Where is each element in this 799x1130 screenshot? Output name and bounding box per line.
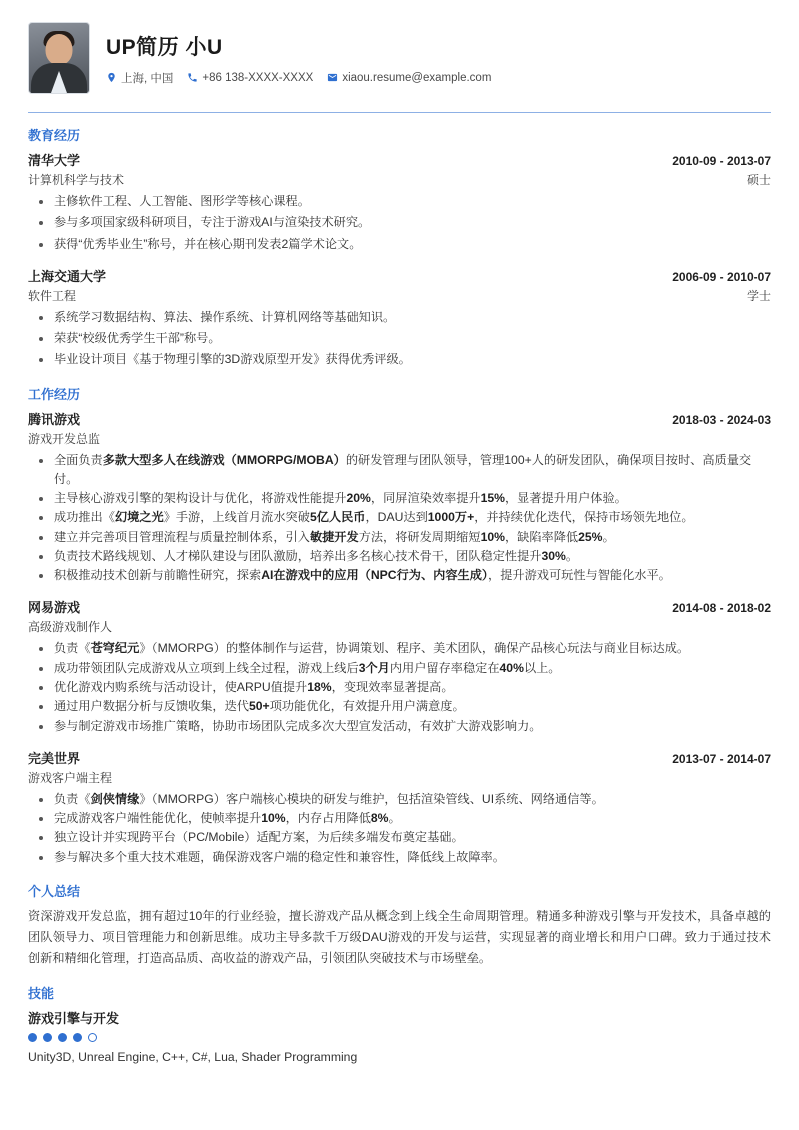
- education-school: 上海交通大学: [28, 268, 107, 284]
- header-info: [106, 31, 771, 86]
- work-role: 游戏开发总监: [28, 431, 101, 446]
- education-degree: 学士: [746, 288, 771, 303]
- list-item: 荣获“校级优秀学生干部”称号。: [28, 329, 771, 348]
- work-entry: [28, 748, 771, 867]
- contact-list: [106, 70, 771, 86]
- work-bullets: [28, 639, 771, 735]
- list-item: 优化游戏内购系统与活动设计，使ARPU值提升18%，变现效率显著提高。: [28, 678, 771, 697]
- list-item: 获得“优秀毕业生”称号，并在核心期刊发表2篇学术论文。: [28, 235, 771, 254]
- section-title-skills: 技能: [28, 985, 55, 1001]
- skill-dot: [88, 1033, 97, 1042]
- list-item: 通过用户数据分析与反馈收集，迭代50+项功能优化，有效提升用户满意度。: [28, 697, 771, 716]
- list-item: 成功带领团队完成游戏从立项到上线全过程，游戏上线后3个月内用户留存率稳定在40%以上。: [28, 659, 771, 678]
- work-company: 腾讯游戏: [28, 411, 81, 427]
- skill-group: [28, 1008, 771, 1064]
- list-item: 成功推出《幻境之光》手游，上线首月流水突破5亿人民币，DAU达到1000万+，并持续优化迭代，保持市场领先地位。: [28, 508, 771, 527]
- education-entry: [28, 150, 771, 254]
- education-entry: [28, 266, 771, 370]
- work-company: 完美世界: [28, 750, 81, 766]
- list-item: 全面负责多款大型多人在线游戏（MMORPG/MOBA）的研发管理与团队领导，管理100+人的研发团队，确保项目按时、高质量交付。: [28, 451, 771, 490]
- work-entry: [28, 409, 771, 586]
- contact-phone-text: +86 138-XXXX-XXXX: [202, 71, 314, 84]
- section-title-summary: 个人总结: [28, 883, 81, 899]
- location-icon: [106, 72, 117, 83]
- section-title-education: 教育经历: [28, 128, 81, 143]
- skill-level-dots: [28, 1033, 771, 1042]
- summary-text: 资深游戏开发总监，拥有超过10年的行业经验，擅长游戏产品从概念到上线全生命周期管理。精通多种游戏引擎与开发技术，具备卓越的团队领导力、项目管理能力和创新思维。成功主导多款千万级DAU游戏的开发与运营，实现显著的商业增长和用户口碑。致力于通过技术创新和精细化管理，打造高品质、高收益的游戏产品，引领团队突破技术与市场壁垒。: [28, 908, 771, 965]
- section-education: [28, 125, 771, 370]
- contact-phone: [187, 72, 313, 84]
- header-divider: [28, 112, 771, 113]
- work-role: 游戏客户端主程: [28, 770, 113, 785]
- list-item: 参与制定游戏市场推广策略，协助市场团队完成多次大型宣发活动，有效扩大游戏影响力。: [28, 717, 771, 736]
- skill-dot: [43, 1033, 52, 1042]
- education-date: 2006-09 - 2010-07: [672, 269, 771, 284]
- skill-dot: [28, 1033, 37, 1042]
- section-title-work: 工作经历: [28, 386, 81, 402]
- list-item: 主导核心游戏引擎的架构设计与优化，将游戏性能提升20%，同屏渲染效率提升15%，显著提升用户体验。: [28, 489, 771, 508]
- list-item: 积极推动技术创新与前瞻性研究，探索AI在游戏中的应用（NPC行为、内容生成），提升游戏可玩性与智能化水平。: [28, 566, 771, 585]
- skill-dot: [58, 1033, 67, 1042]
- list-item: 负责《苍穹纪元》（MMORPG）的整体制作与运营，协调策划、程序、美术团队，确保产品核心玩法与商业目标达成。: [28, 639, 771, 658]
- work-role: 高级游戏制作人: [28, 620, 113, 635]
- contact-email-text: xiaou.resume@example.com: [342, 71, 492, 84]
- list-item: 系统学习数据结构、算法、操作系统、计算机网络等基础知识。: [28, 308, 771, 327]
- education-school: 清华大学: [28, 153, 81, 168]
- list-item: 建立并完善项目管理流程与质量控制体系，引入敏捷开发方法，将研发周期缩短10%，缺陷率降低25%。: [28, 528, 771, 547]
- education-date: 2010-09 - 2013-07: [672, 154, 771, 168]
- section-work-experience: [28, 384, 771, 867]
- page-title: UP简历 小U: [106, 35, 223, 59]
- education-major: 计算机科学与技术: [28, 173, 125, 187]
- list-item: 完成游戏客户端性能优化，使帧率提升10%，内存占用降低8%。: [28, 809, 771, 828]
- education-major: 软件工程: [28, 288, 77, 303]
- work-entry: [28, 597, 771, 735]
- education-degree: 硕士: [746, 173, 771, 187]
- avatar-face: [46, 34, 73, 65]
- list-item: 主修软件工程、人工智能、图形学等核心课程。: [28, 192, 771, 211]
- list-item: 参与解决多个重大技术难题，确保游戏客户端的稳定性和兼容性，降低线上故障率。: [28, 848, 771, 867]
- mail-icon: [327, 72, 338, 83]
- work-date: 2013-07 - 2014-07: [672, 751, 771, 766]
- skill-items: Unity3D, Unreal Engine, C++, C#, Lua, Shader Programming: [28, 1049, 358, 1064]
- work-date: 2018-03 - 2024-03: [672, 412, 771, 427]
- education-bullets: [28, 192, 771, 254]
- work-bullets: [28, 451, 771, 586]
- work-bullets: [28, 790, 771, 867]
- section-skills: [28, 983, 771, 1064]
- list-item: 毕业设计项目《基于物理引擎的3D游戏原型开发》获得优秀评级。: [28, 350, 771, 369]
- list-item: 负责《剑侠情缘》（MMORPG）客户端核心模块的研发与维护，包括渲染管线、UI系统、网络通信等。: [28, 790, 771, 809]
- section-summary: [28, 881, 771, 969]
- work-date: 2014-08 - 2018-02: [672, 601, 771, 616]
- contact-email: [327, 72, 491, 84]
- work-company: 网易游戏: [28, 600, 81, 616]
- resume-header: [28, 22, 771, 108]
- list-item: 负责技术路线规划、人才梯队建设与团队激励，培养出多名核心技术骨干，团队稳定性提升30%。: [28, 547, 771, 566]
- list-item: 独立设计并实现跨平台（PC/Mobile）适配方案，为后续多端发布奠定基础。: [28, 828, 771, 847]
- skill-dot: [73, 1033, 82, 1042]
- avatar: [28, 22, 90, 94]
- phone-icon: [187, 72, 198, 83]
- contact-location: [106, 70, 173, 86]
- skill-group-name: 游戏引擎与开发: [28, 1010, 120, 1026]
- education-bullets: [28, 308, 771, 370]
- list-item: 参与多项国家级科研项目，专注于游戏AI与渲染技术研究。: [28, 213, 771, 232]
- contact-location-text: 上海, 中国: [121, 72, 174, 85]
